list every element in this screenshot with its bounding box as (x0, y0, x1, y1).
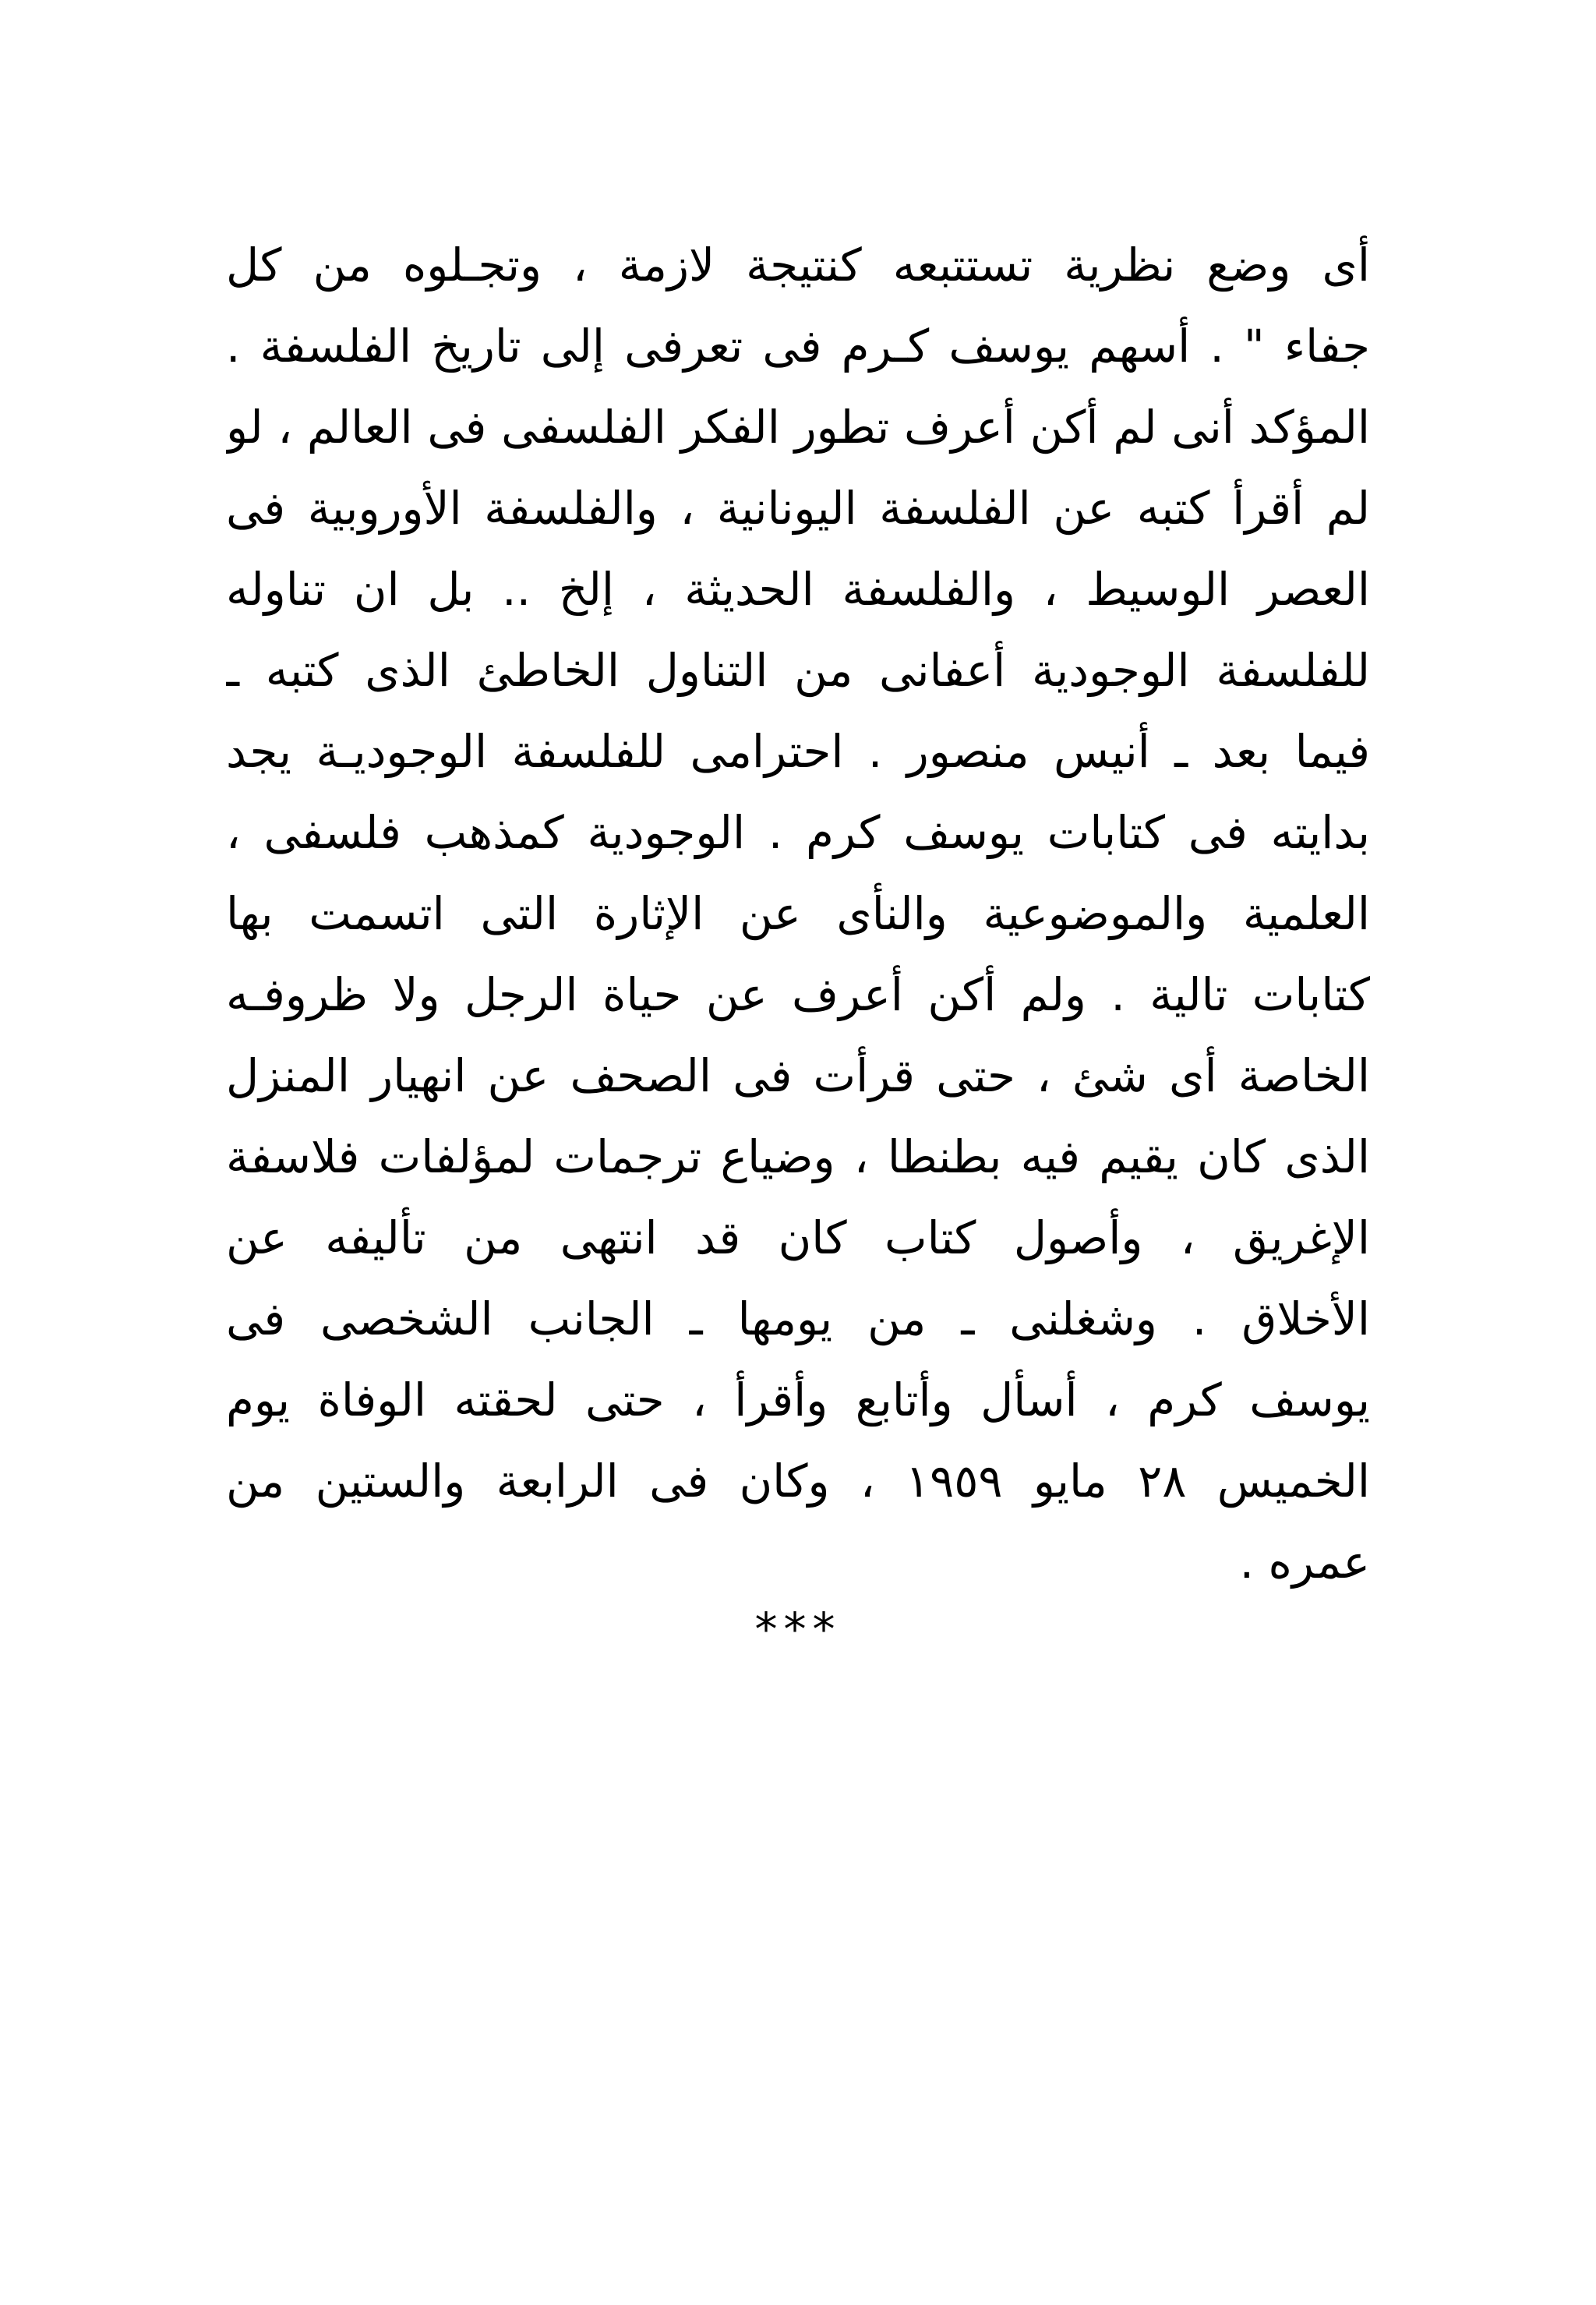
text-line-14: الأخلاق . وشغلنى ـ من يومها ـ الجانب الشخصى فى (226, 1292, 1370, 1345)
text-line-3: المؤكد أنى لم أكن أعرف تطور الفكر الفلسفى فى العالم ، لو (226, 401, 1370, 454)
text-line-11: الخاصة أى شئ ، حتى قرأت فى الصحف عن انهيار المنزل (226, 1049, 1370, 1102)
text-line-2: جفاء " . أسهم يوسف كـرم فى تعرفى إلى تاريخ الفلسفة . (226, 320, 1370, 373)
body-text (226, 224, 1370, 1603)
text-line-1: أى وضع نظرية تستتبعه كنتيجة لازمة ، وتجـلوه من كل (226, 239, 1370, 292)
text-line-13: الإغريق ، وأصول كتاب كان قد انتهى من تأليفه عن (226, 1211, 1370, 1264)
text-line-9: العلمية والموضوعية والنأى عن الإثارة التى اتسمت بها (226, 887, 1370, 940)
text-line-17: عمره . (1239, 1536, 1370, 1589)
text-line-15: يوسف كرم ، أسأل وأتابع وأقرأ ، حتى لحقته الوفاة يوم (226, 1373, 1370, 1426)
text-line-6: للفلسفة الوجودية أعفانى من التناول الخاطئ الذى كتبه ـ (226, 644, 1370, 697)
text-line-10: كتابات تالية . ولم أكن أعرف عن حياة الرجل ولا ظروفـه (226, 968, 1370, 1021)
section-separator: *** (754, 1603, 842, 1656)
text-line-5: العصر الوسيط ، والفلسفة الحديثة ، إلخ .. بل ان تناوله (226, 563, 1370, 616)
text-line-16: الخميس ٢٨ مايو ١٩٥٩ ، وكان فى الرابعة والستين من (226, 1455, 1370, 1508)
text-line-12: الذى كان يقيم فيه بطنطا ، وضياع ترجمات لمؤلفات فلاسفة (226, 1130, 1370, 1183)
text-line-7: فيما بعد ـ أنيس منصور . احترامى للفلسفة الوجوديـة يجد (226, 725, 1370, 778)
text-line-8: بدايته فى كتابات يوسف كرم . الوجودية كمذهب فلسفى ، (226, 806, 1370, 859)
text-line-4: لم أقرأ كتبه عن الفلسفة اليونانية ، والفلسفة الأوروبية فى (226, 482, 1370, 535)
